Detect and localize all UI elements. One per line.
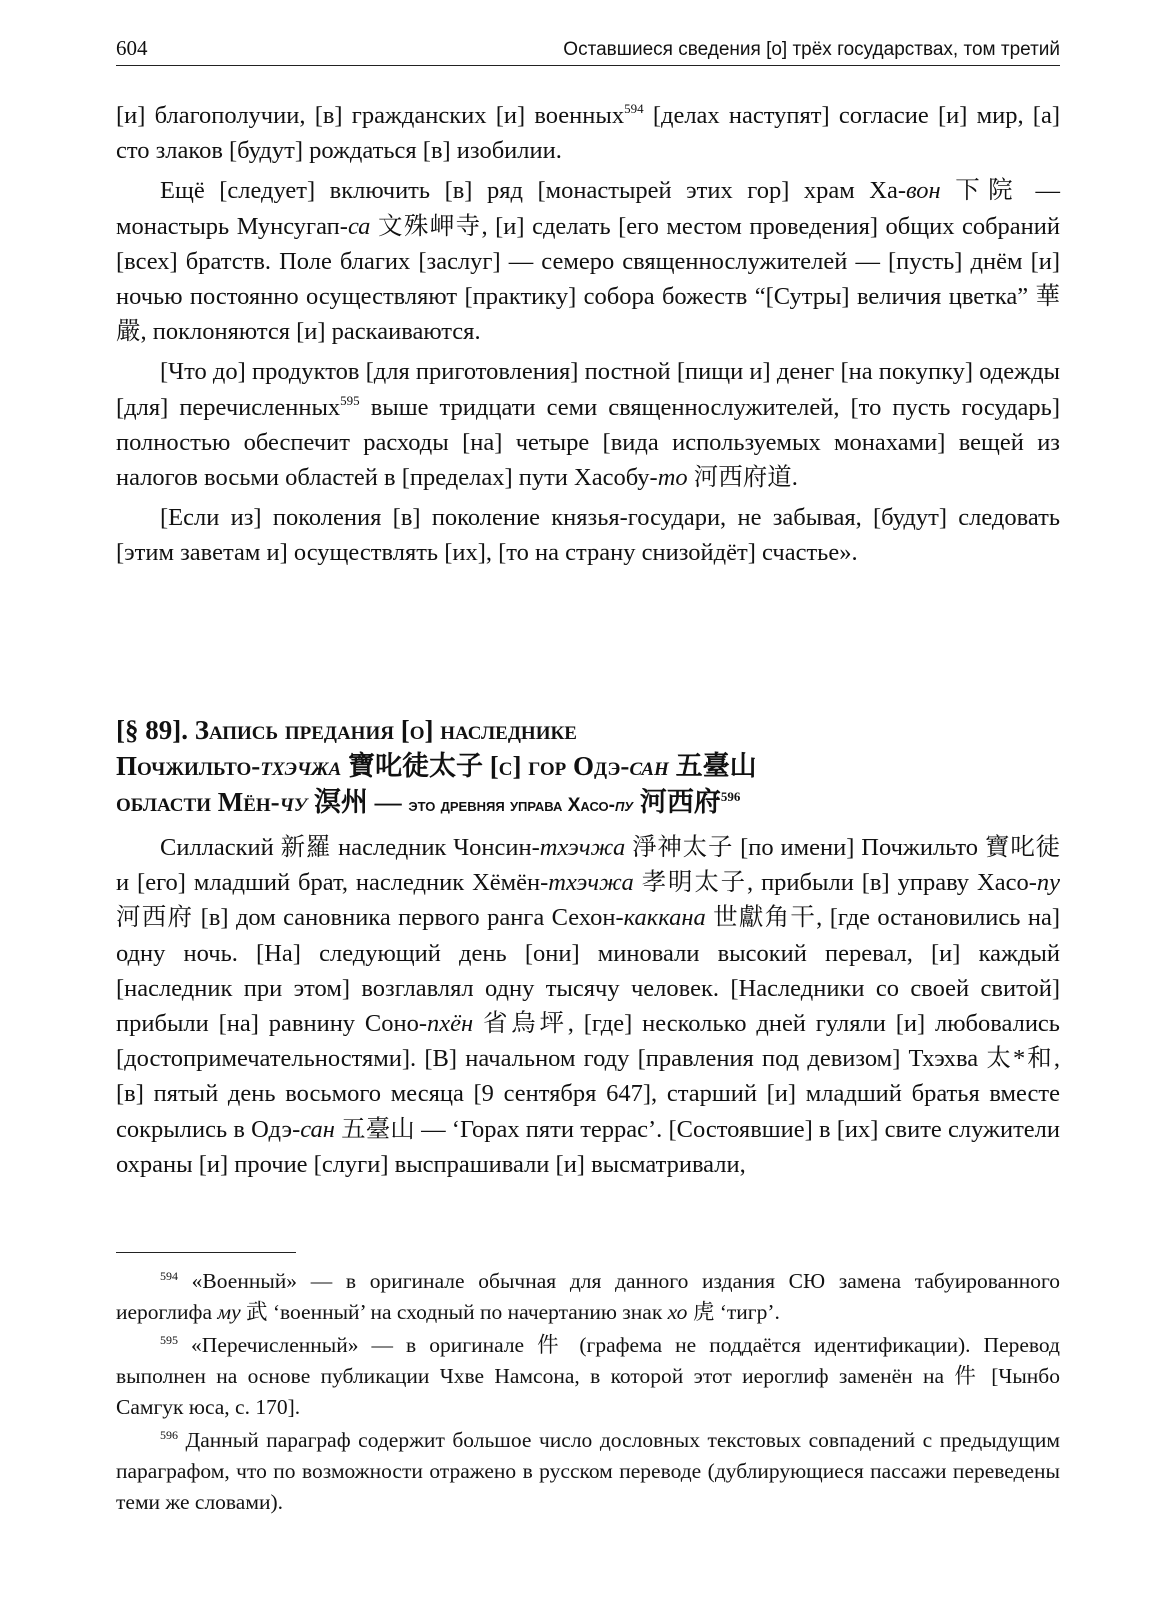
paragraph-4: [Если из] поколения [в] поколение князья-государи, не забывая, [будут] следовать [этим заветам и] осуществлять [их], [то на страну снизойдёт] счастье». [116, 504, 1060, 567]
main-text [116, 98, 1060, 576]
section-heading [116, 712, 1060, 824]
paragraph-2: Ещё [следует] включить [в] ряд [монастырей этих гор] храм Ха-вон 下院 — монастырь Мунсугап-са 文殊岬寺, [и] сделать [его местом проведения] общих собраний [всех] братств. Поле благих [заслуг] — семеро священнослужителей — [пусть] днём [и] ночью постоянно осуществляют [практику] собора божеств “[Сутры] величия цветка” 華嚴, поклоняются [и] раскаиваются. [116, 177, 1061, 346]
running-title: Оставшиеся сведения [о] трёх государствах, том третий [563, 39, 1060, 60]
paragraph-1: [и] благополучии, [в] гражданских [и] военных$^{594}$ [делах наступят] согласие [и] мир, [а] сто злаков [будут] рождаться [в] изобилии. [116, 101, 1060, 165]
footnotes [116, 1266, 1060, 1520]
footnote-ref-596[interactable]: 596 [720, 789, 741, 804]
footnote-596: $^{596}$ Данный параграф содержит большое число дословных текстовых совпадений с предыдущим параграфом, что по возможности отражено в русском переводе (дублирующиеся пассажи переведены теми же словами). [116, 1428, 1060, 1514]
paragraph-3: [Что до] продуктов [для приготовления] постной [пищи и] денег [на покупку] одежды [для] перечисленных$^{595}$ выше тридцати семи священнослужителей, [то пусть государь] полностью обеспечит расходы [на] четыре [вида используемых монахами] вещей из налогов восьми областей в [пределах] пути Хасобу-то 河西府道. [116, 358, 1061, 492]
running-head [116, 32, 1060, 66]
page-number: 604 [116, 36, 148, 60]
footnote-595: $^{595}$ «Перечисленный» — в оригинале 件 (графема не поддаётся идентификации). Перевод выполнен на основе публикации Чхве Намсона, в которой этот иероглиф заменён на 件 [Чынбо Самгук юса, с. 170]. [116, 1333, 1060, 1419]
heading-line-2: Почжильто-тхэчжа 寶叱徒太子 [с] гор Одэ-сан 五臺山 [116, 751, 757, 781]
heading-line-3: области Мён-чу 溟州 — это древняя управа Хасо-пу 河西府$^{596}$ [116, 787, 741, 817]
heading-line-1: [§ 89]. Запись предания [о] наследнике [116, 715, 577, 745]
footnote-divider [116, 1252, 296, 1253]
section-text [116, 830, 1060, 1182]
section-paragraph: Силлаский 新羅 наследник Чонсин-тхэчжа 淨神太子 [по имени] Почжильто 寶叱徒 и [его] младший брат, наследник Хёмён-тхэчжа 孝明太子, прибыли [в] управу Хасо-пу 河西府 [в] дом сановника первого ранга Сехон-каккана 世獻角干, [где остановились на] одну ночь. [На] следующий день [они] миновали высокий перевал, [и] каждый [наследник при этом] возглавлял одну тысячу человек. [Наследники со своей свитой] прибыли [на] равнину Соно-пхён 省烏坪, [где] несколько дней гуляли [и] любовались [достопримечательностями]. [В] начальном году [правления под девизом] Тхэхва 太*和, [в] пятый день восьмого месяца [9 сентября 647], старший [и] младший братья вместе сокрылись в Одэ-сан 五臺山 — ‘Горах пяти террас’. [Состоявшие] в [их] свите служители охраны [и] прочие [слуги] выспрашивали [и] высматривали, [116, 834, 1060, 1178]
footnote-ref-595[interactable]: 595 [340, 392, 360, 408]
footnote-594: $^{594}$ «Военный» — в оригинале обычная для данного издания СЮ замена табуированного иероглифа му 武 ‘военный’ на сходный по начертанию знак хо 虎 ‘тигр’. [116, 1269, 1060, 1324]
footnote-ref-594[interactable]: 594 [624, 101, 644, 116]
